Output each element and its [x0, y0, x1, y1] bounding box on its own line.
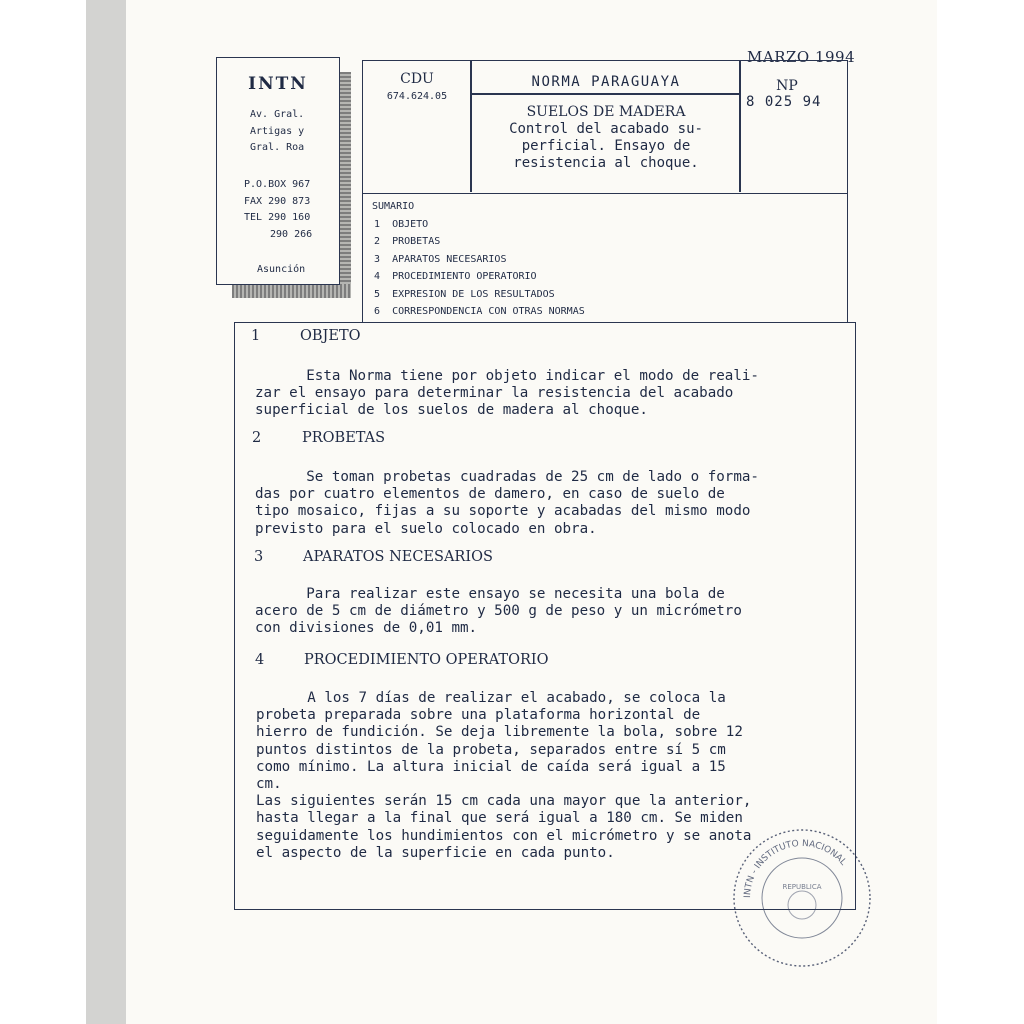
page-margin-left [0, 0, 86, 1024]
address-line: Artigas y [250, 125, 305, 137]
institute-name: INTN [248, 74, 308, 94]
scan-shadow-strip [86, 0, 126, 1024]
subject-title: SUELOS DE MADERA [526, 104, 686, 120]
norma-label: NORMA PARAGUAYA [531, 74, 681, 90]
official-stamp [731, 827, 873, 969]
paragraph-line: Las siguientes serán 15 cm cada una mayor que la anterior, [256, 793, 752, 810]
address-line: Gral. Roa [250, 142, 305, 153]
paragraph-line: Esta Norma tiene por objeto indicar el modo de reali- [255, 368, 759, 384]
header-divider [470, 93, 740, 95]
page-margin-right [937, 0, 1024, 1024]
summary-item-number: 2 [374, 236, 381, 248]
intn-box-shadow-bottom [232, 284, 351, 298]
paragraph-line: hierro de fundición. Se deja libremente la bola, sobre 12 [256, 724, 743, 741]
paragraph-line: cm. [256, 776, 282, 793]
section-number: 1 [251, 328, 261, 344]
paragraph-line: hasta llegar a la final que será igual a 180 cm. Se miden [256, 810, 743, 827]
intn-box-shadow-right [339, 72, 351, 298]
section-title: PROBETAS [302, 430, 386, 446]
section-body [255, 469, 759, 538]
paragraph-line: el aspecto de la superficie en cada punto. [256, 844, 615, 861]
stamp-emblem [788, 891, 816, 919]
section-body [255, 586, 742, 638]
stamp-outer-ring [734, 830, 870, 966]
paragraph-line: previsto para el suelo colocado en obra. [255, 520, 597, 537]
institute-contact [244, 177, 312, 243]
summary-item-number: 1 [374, 219, 381, 230]
np-number: 8 025 94 [746, 94, 822, 110]
paragraph-line: A los 7 días de realizar el acabado, se coloca la [256, 690, 726, 706]
summary-item-label: EXPRESION DE LOS RESULTADOS [392, 288, 555, 300]
paragraph-line: con divisiones de 0,01 mm. [255, 620, 478, 637]
tel-number: TEL 290 160 [244, 212, 311, 223]
summary-item-number: 3 [374, 253, 381, 265]
np-label: NP [776, 78, 798, 94]
summary-item-label: CORRESPONDENCIA CON OTRAS NORMAS [392, 306, 585, 318]
paragraph-line: seguidamente los hundimientos con el micrómetro y se anota [256, 827, 752, 844]
paragraph-line: das por cuatro elementos de damero, en caso de suelo de [255, 486, 725, 503]
section-number: 2 [252, 430, 262, 446]
subject-line: Control del acabado su- [509, 121, 703, 137]
paragraph-line: tipo mosaico, fijas a su soporte y acabadas del mismo modo [255, 503, 751, 520]
summary-item-label: PROCEDIMIENTO OPERATORIO [392, 271, 537, 283]
summary-item [374, 303, 585, 320]
cdu-label: CDU [400, 71, 434, 87]
po-box: P.O.BOX 967 [244, 179, 311, 190]
summary-title: SUMARIO [372, 201, 415, 212]
section-title: APARATOS NECESARIOS [303, 549, 493, 565]
paragraph-line: superficial de los suelos de madera al choque. [255, 402, 648, 419]
summary-item [374, 251, 585, 268]
summary-item-number: 4 [374, 271, 381, 283]
institute-address [250, 107, 304, 157]
paragraph-line: acero de 5 cm de diámetro y 500 g de peso y un micrómetro [255, 603, 742, 620]
summary-item-label: PROBETAS [392, 236, 441, 248]
stamp-inner-ring [762, 858, 842, 938]
subject-line: perficial. Ensayo de [521, 138, 691, 154]
summary-item [374, 233, 585, 250]
section-body [255, 368, 759, 420]
institute-city: Asunción [257, 264, 306, 275]
fax-number: FAX 290 873 [244, 195, 311, 207]
standard-subject [472, 104, 740, 172]
stamp-outer-text: INTN - INSTITUTO NACIONAL [742, 838, 848, 899]
summary-item [374, 268, 585, 285]
section-body [256, 690, 751, 862]
summary-item [374, 286, 585, 303]
paragraph-line: Se toman probetas cuadradas de 25 cm de lado o forma- [255, 469, 759, 485]
paragraph-line: como mínimo. La altura inicial de caída será igual a 15 [256, 758, 726, 775]
cdu-number: 674.624.05 [386, 91, 448, 102]
summary-item-number: 5 [374, 288, 381, 300]
paragraph-line: puntos distintos de la probeta, separados entre sí 5 cm [256, 741, 726, 758]
summary-item-number: 6 [374, 306, 381, 318]
paragraph-line: zar el ensayo para determinar la resistencia del acabado [255, 385, 734, 402]
section-number: 4 [255, 652, 265, 668]
address-line: Av. Gral. [250, 109, 305, 120]
summary-item-label: OBJETO [392, 219, 429, 230]
stamp-inner-text: REPUBLICA [782, 883, 822, 891]
section-number: 3 [254, 549, 264, 565]
paragraph-line: Para realizar este ensayo se necesita una bola de [255, 586, 725, 602]
document-date: MARZO 1994 [747, 48, 856, 66]
tel-number-2: 290 266 [270, 228, 313, 240]
summary-list [374, 216, 585, 320]
section-title: OBJETO [300, 328, 361, 344]
section-title: PROCEDIMIENTO OPERATORIO [304, 652, 549, 668]
summary-item-label: APARATOS NECESARIOS [392, 253, 507, 265]
subject-line: resistencia al choque. [513, 155, 699, 171]
paragraph-line: probeta preparada sobre una plataforma horizontal de [256, 707, 701, 724]
summary-item [374, 216, 585, 233]
